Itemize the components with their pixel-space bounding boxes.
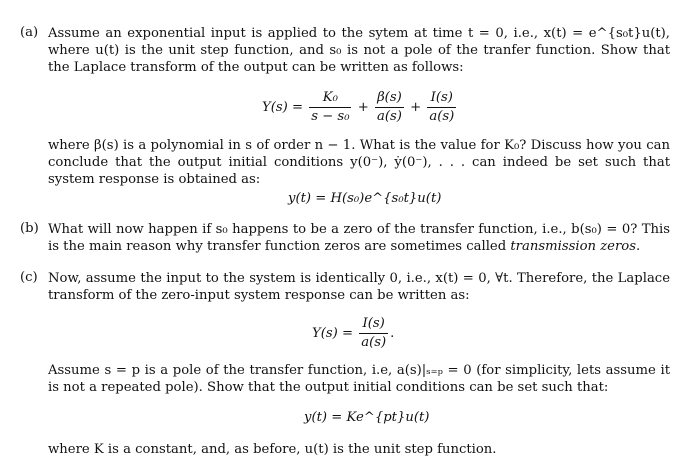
transmission-zeros-term: transmission zeros. xyxy=(510,239,641,254)
part-a-laplace-equation: Y(s) = $\frac{\text{K₀}}{\text{s − s₀}}$ + $\frac{\beta(s)}{a(s)}$ + $\frac{I(s)}{a(s)}$ xyxy=(262,90,455,124)
part-c-paragraph-3: where K is a constant, and, as before, u(t) is the unit step function. xyxy=(48,442,497,457)
fraction-k0: $\frac{\text{K₀}}{\text{s − s₀}}$ xyxy=(311,90,350,124)
part-a-paragraph-2: where β(s) is a polynomial in s of order n − 1. What is the value for K₀? Discuss how you can conclude that the output initial conditions y(0⁻), ẏ(0⁻), . . . can indeed be set such that system response is obtained as: xyxy=(48,138,670,187)
fraction-initial: $\frac{I(s)}{a(s)}$ xyxy=(429,90,455,124)
part-b-paragraph: What will now happen if s₀ happens to be a zero of the transfer function, i.e., b(s₀) = 0? This is the main reason why transfer function zeros are sometimes called transmission zeros. xyxy=(48,222,670,254)
fraction-zero-input: $\frac{I(s)}{a(s)}$ xyxy=(361,316,387,350)
part-c-paragraph-2: Assume s = p is a pole of the transfer function, i.e, a(s)|ₛ₌ₚ = 0 (for simplicity, lets assume it is not a repeated pole). Show that the output initial conditions can be set such that: xyxy=(48,363,670,395)
part-c-output-equation: y(t) = Ke^{pt}u(t) xyxy=(304,410,430,425)
part-a-label: (a) xyxy=(20,25,39,40)
part-c-paragraph-1: Now, assume the input to the system is identically 0, i.e., x(t) = 0, ∀t. Therefore, the Laplace transform of the zero-input system response can be written as: xyxy=(48,271,670,303)
part-a-paragraph-1: Assume an exponential input is applied to the sytem at time t = 0, i.e., x(t) = e^{s₀t}u(t), where u(t) is the unit step function, and s₀ is not a pole of the tranfer function. Show that the Laplace transform of the output can be written as follows: xyxy=(48,26,670,75)
part-c-laplace-equation: Y(s) = $\frac{I(s)}{a(s)}$ . xyxy=(312,316,395,350)
part-a-output-equation: y(t) = H(s₀)e^{s₀t}u(t) xyxy=(288,191,442,206)
equation-lhs: Y(s) = xyxy=(262,100,304,115)
part-c-label: (c) xyxy=(20,270,38,285)
part-b-label: (b) xyxy=(20,221,39,236)
fraction-beta: $\frac{\beta(s)}{a(s)}$ xyxy=(376,90,402,124)
